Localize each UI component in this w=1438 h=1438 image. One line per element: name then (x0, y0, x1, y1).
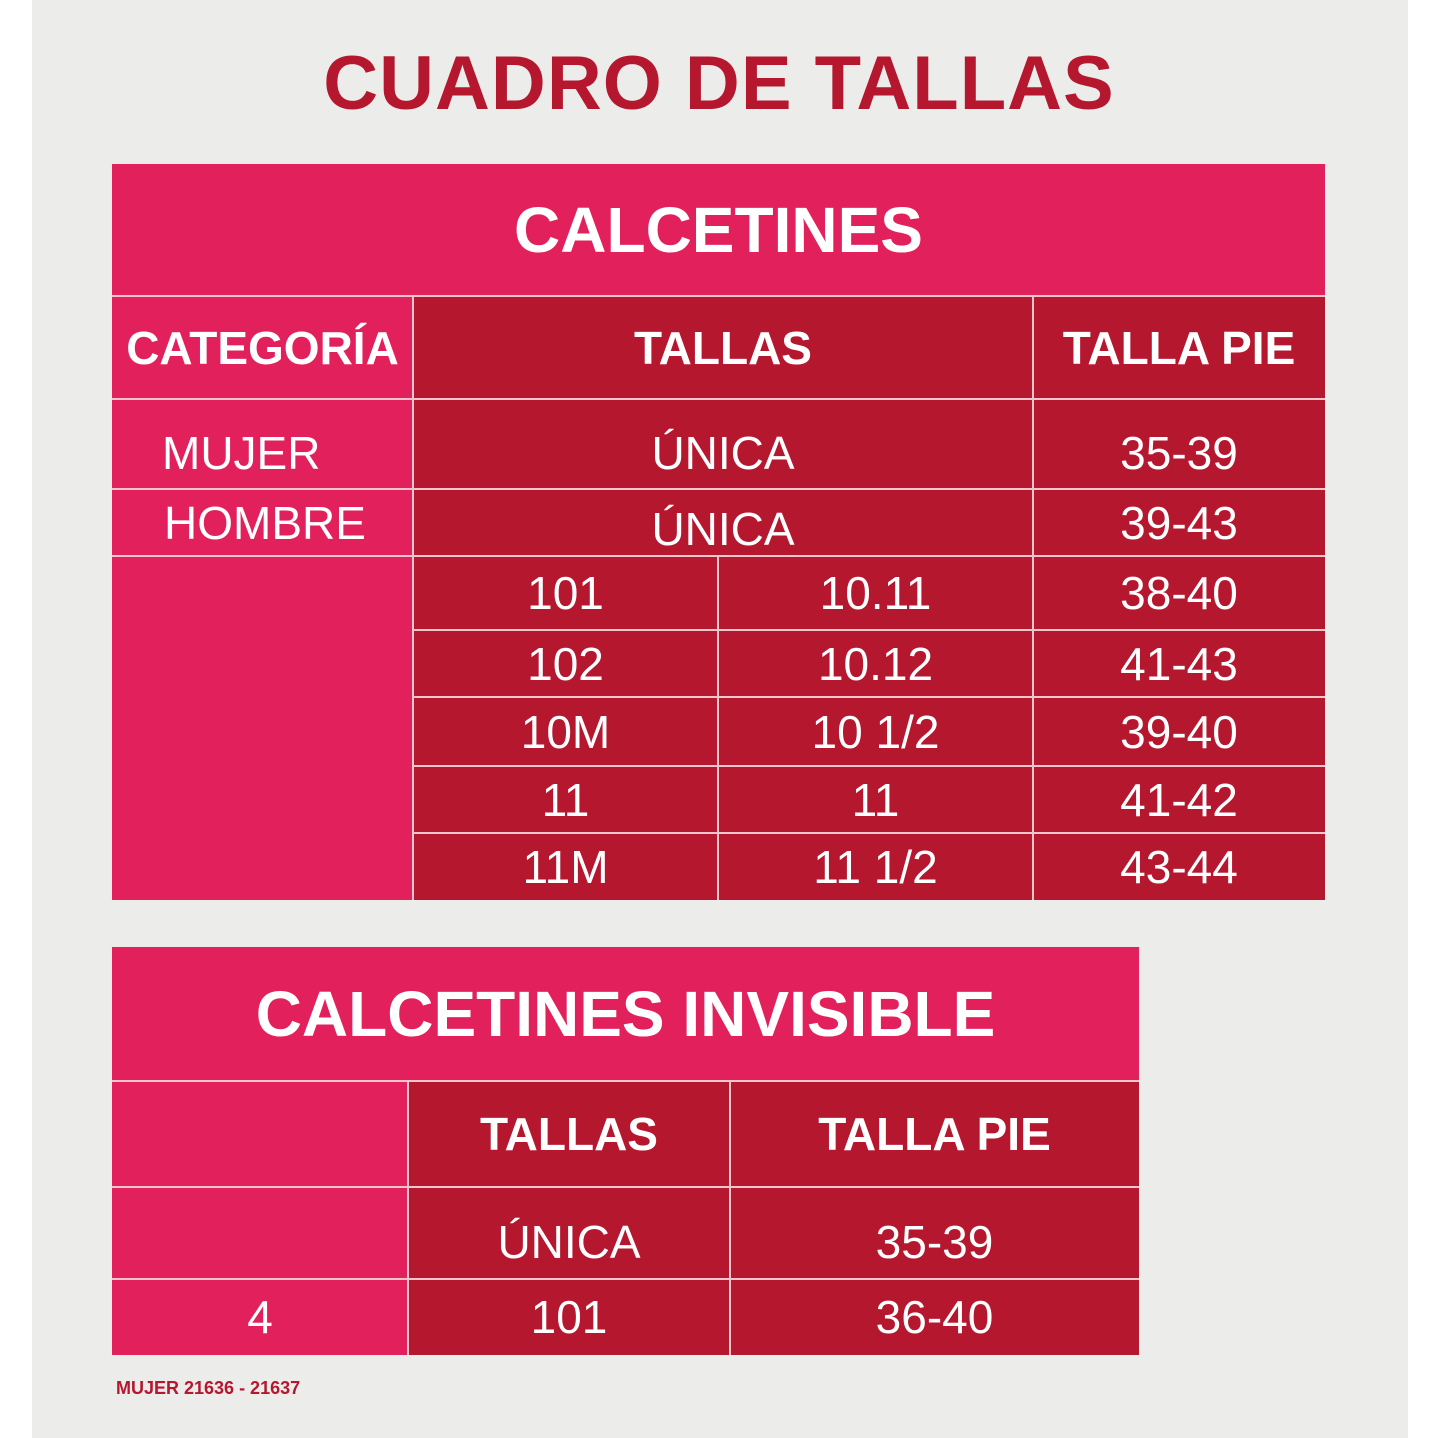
grid-line (112, 398, 1325, 400)
header-categoria: CATEGORÍA (112, 296, 413, 399)
row-2-categoria: 4 (112, 1279, 408, 1355)
calcetines-title: CALCETINES (112, 164, 1325, 296)
sized-row-1-pie: 38-40 (1033, 556, 1325, 630)
sized-row-4-pie: 41-42 (1033, 766, 1325, 833)
header-tallas: TALLAS (413, 296, 1033, 399)
footnote: MUJER 21636 - 21637 (116, 1378, 301, 1398)
sized-row-5-pie: 43-44 (1033, 833, 1325, 900)
row-mujer-categoria (112, 399, 413, 489)
grid-line (413, 765, 1325, 767)
row-1-categoria (112, 1187, 408, 1279)
header-talla-pie: TALLA PIE (730, 1081, 1139, 1187)
sized-row-2-talla-b: 10.12 (718, 630, 1033, 697)
row-1-pie (730, 1187, 1139, 1279)
sized-row-4-talla-a: 11 (413, 766, 718, 833)
row-2-pie: 36-40 (730, 1279, 1139, 1355)
grid-line (112, 1080, 1139, 1082)
grid-line (413, 696, 1325, 698)
row-mujer-talla (413, 399, 1033, 489)
grid-line (112, 1278, 1139, 1280)
grid-line (413, 832, 1325, 834)
row-mujer-pie (1033, 399, 1325, 489)
grid-line (112, 295, 1325, 297)
grid-line (412, 296, 414, 900)
row-2-talla: 101 (408, 1279, 730, 1355)
row-hombre-pie (1033, 489, 1325, 556)
row-hombre-categoria (112, 489, 413, 556)
sized-row-2-pie: 41-43 (1033, 630, 1325, 697)
sized-row-3-talla-a: 10M (413, 697, 718, 766)
categoria-empty-cell (112, 556, 413, 900)
talla-unica-label: ÚNICA (497, 1216, 641, 1268)
row-1-talla (408, 1187, 730, 1279)
header-empty-cell (112, 1081, 408, 1187)
page-title: CUADRO DE TALLAS (323, 41, 1115, 126)
categoria-hombre-label: HOMBRE (164, 496, 366, 549)
grid-line (1032, 296, 1034, 900)
sized-row-1-talla-b: 10.11 (718, 556, 1033, 630)
grid-line (112, 1186, 1139, 1188)
talla-unica-label: ÚNICA (651, 502, 795, 555)
grid-line (112, 488, 1325, 490)
calcetines-invisible-title: CALCETINES INVISIBLE (112, 947, 1139, 1081)
header-talla-pie: TALLA PIE (1033, 296, 1325, 399)
grid-line (407, 1081, 409, 1355)
categoria-mujer-label: MUJER (162, 427, 321, 479)
talla-pie-value: 39-43 (1120, 496, 1238, 549)
sized-row-3-talla-b: 10 1/2 (718, 697, 1033, 766)
talla-unica-label: ÚNICA (651, 427, 795, 479)
talla-pie-value: 35-39 (1120, 427, 1238, 479)
row-hombre-talla (413, 489, 1033, 556)
talla-pie-value: 35-39 (875, 1216, 994, 1268)
sized-row-2-talla-a: 102 (413, 630, 718, 697)
grid-line (729, 1081, 731, 1355)
grid-line (717, 556, 719, 900)
header-tallas: TALLAS (408, 1081, 730, 1187)
sized-row-5-talla-b: 11 1/2 (718, 833, 1033, 900)
sized-row-5-talla-a: 11M (413, 833, 718, 900)
sized-row-3-pie: 39-40 (1033, 697, 1325, 766)
sized-row-4-talla-b: 11 (718, 766, 1033, 833)
sized-row-1-talla-a: 101 (413, 556, 718, 630)
grid-line (413, 629, 1325, 631)
